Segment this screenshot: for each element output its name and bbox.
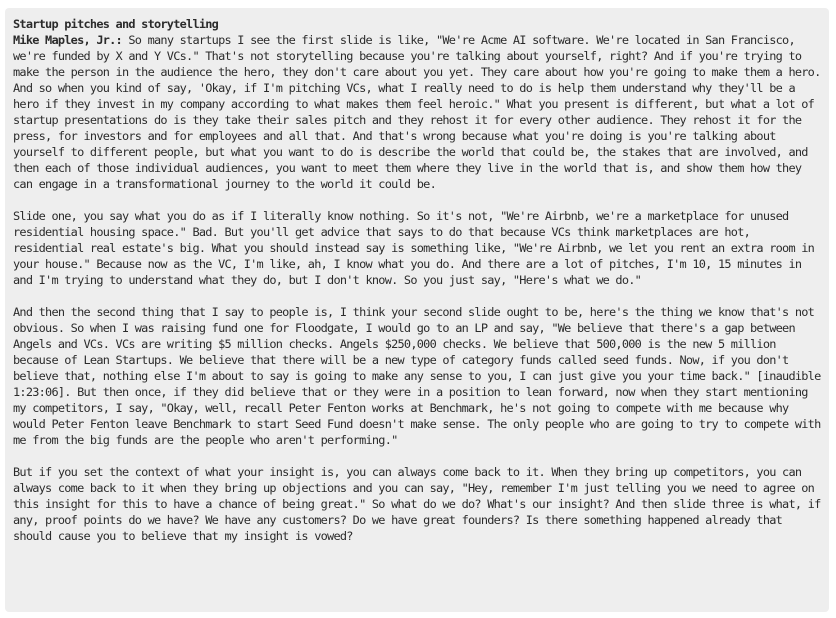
transcript-paragraph-1	[13, 32, 827, 192]
paragraph-1-text: So many startups I see the first slide is like, "We're Acme AI software. We're located in San Francisco, we're funded by X and Y VCs." That's not storytelling because you're talking about yourself, right? And if you're trying to make the person in the audience the hero, they don't care about you yet. They care about how you're going to make them a hero. And so when you kind of say, 'Okay, if I'm pitching VCs, what I really need to do is help them understand why they'll be a hero if they invest in my company according to what makes them feel heroic." What you present is different, but what a lot of startup presentations do is they take their sales pitch and they rehost it for every other audience. They rehost it for the press, for investors and for employees and all that. And that's wrong because what you're doing is you're talking about yourself to different people, but what you want to do is describe the world that could be, the stakes that are involved, and then each of those individual audiences, you want to meet them where they live in the world that is, and show them how they can engage in a transformational journey to the world it could be.	[13, 33, 827, 191]
section-heading: Startup pitches and storytelling	[13, 17, 219, 31]
speaker-name: Mike Maples, Jr.:	[13, 33, 122, 47]
transcript-panel	[5, 8, 829, 612]
transcript-paragraph-2: Slide one, you say what you do as if I literally know nothing. So it's not, "We're Airbnb, we're a marketplace for unused residential housing space." Bad. But you'll get advice that says to do that because VCs think marketplaces are hot, residential real estate's big. What you should instead say is something like, "We're Airbnb, we let you rent an extra room in your house." Because now as the VC, I'm like, ah, I know what you do. And there are a lot of pitches, I'm 10, 15 minutes in and I'm trying to understand what they do, but I don't know. So you just say, "Here's what we do."	[13, 209, 821, 287]
transcript-paragraph-3: And then the second thing that I say to people is, I think your second slide ought to be, here's the thing we know that's not obvious. So when I was raising fund one for Floodgate, I would go to an LP and say, "We believe that there's a gap between Angels and VCs. VCs are writing $5 million checks. Angels $250,000 checks. We believe that 500,000 is the new 5 million because of Lean Startups. We believe that there will be a new type of category funds called seed funds. Now, if you don't believe that, nothing else I'm about to say is going to make any sense to you, I can just give you your time back." [inaudible 1:23:06]. But then once, if they did believe that or they were in a position to lean forward, now when they start mentioning my competitors, I say, "Okay, well, recall Peter Fenton works at Benchmark, he's not going to compete with me because why would Peter Fenton leave Benchmark to start Seed Fund doesn't make sense. The only people who are going to try to compete with me from the big funds are the people who aren't performing."	[13, 305, 827, 447]
transcript-paragraph-4: But if you set the context of what your insight is, you can always come back to it. When they bring up competitors, you can always come back to it when they bring up objections and you can say, "Hey, remember I'm just telling you we need to agree on this insight for this to have a chance of being great." So what do we do? What's our insight? And then slide three is what, if any, proof points do we have? We have any customers? Do we have great founders? Is there something happened already that should cause you to believe that my insight is vowed?	[13, 465, 827, 543]
